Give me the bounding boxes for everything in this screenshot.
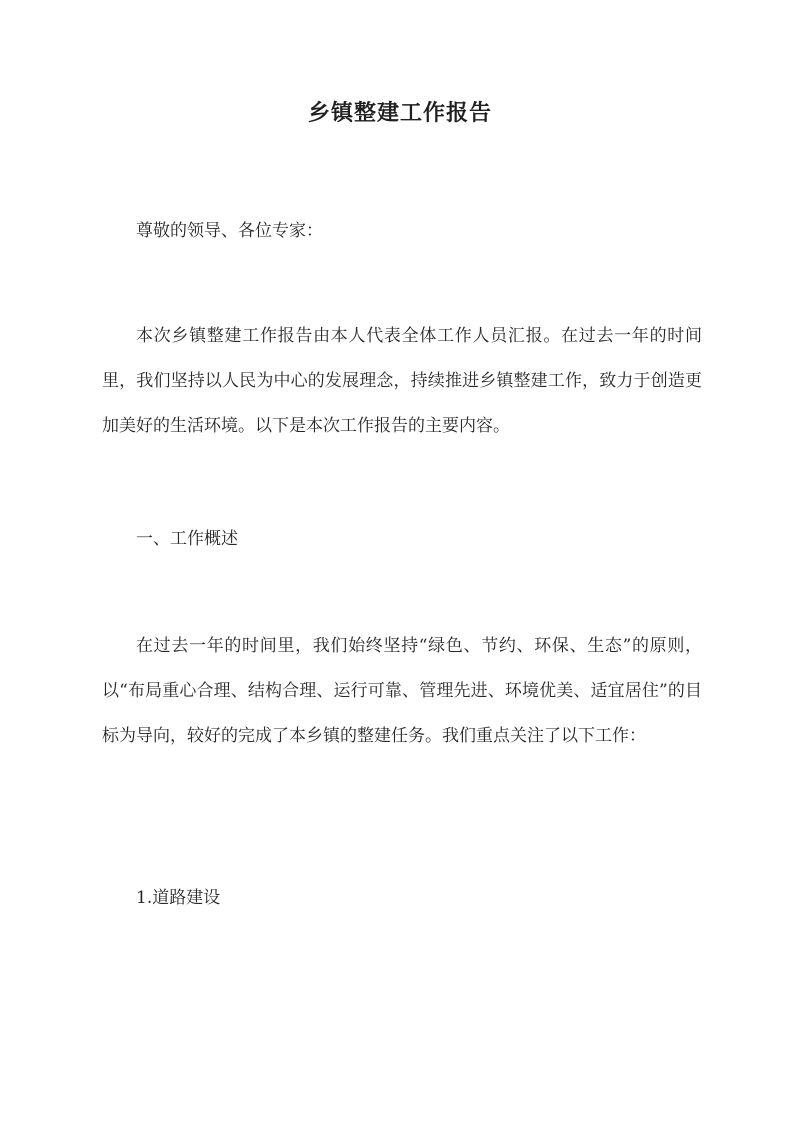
intro-paragraph: 本次乡镇整建工作报告由本人代表全体工作人员汇报。在过去一年的时间里，我们坚持以人民为中心的发展理念，持续推进乡镇整建工作，致力于创造更加美好的生活环境。以下是本次工作报告的主要内容。 (102, 326, 702, 436)
section-heading: 一、工作概述 (136, 529, 238, 549)
salutation-paragraph: 尊敬的领导、各位专家： (136, 221, 323, 241)
subsection-heading: 1.道路建设 (136, 888, 221, 908)
overview-paragraph: 在过去一年的时间里，我们始终坚持“绿色、节约、环保、生态”的原则，以“布局重心合理、结构合理、运行可靠、管理先进、环境优美、适宜居住”的目标为导向，较好的完成了本乡镇的整建任务。我们重点关注了以下工作： (102, 636, 702, 746)
document-title: 乡镇整建工作报告 (307, 100, 492, 126)
